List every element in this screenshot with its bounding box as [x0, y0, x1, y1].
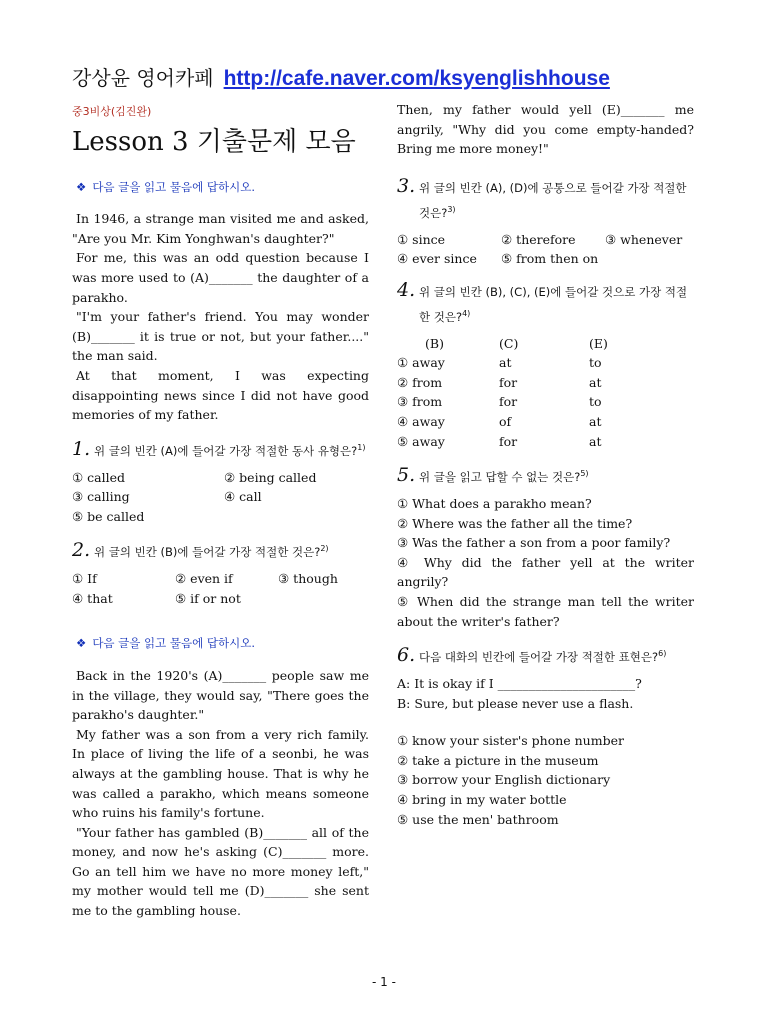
question-3-options [397, 230, 694, 269]
cafe-url-link[interactable]: http://cafe.naver.com/ksyenglishhouse [223, 67, 610, 90]
q5-option-1[interactable]: ① What does a parakho mean? [397, 496, 592, 512]
q1-option-4[interactable]: ④ call [224, 489, 262, 505]
diamond-bullet-icon: ❖ [76, 636, 87, 651]
q3-option-3[interactable]: ③ whenever [605, 231, 683, 247]
q6-option-2[interactable]: ② take a picture in the museum [397, 752, 599, 768]
diamond-bullet-icon: ❖ [76, 179, 87, 194]
q1-option-2[interactable]: ② being called [224, 469, 317, 485]
q6-option-4[interactable]: ④ bring in my water bottle [397, 791, 567, 807]
question-6-dialog [397, 674, 694, 713]
q4-option-2[interactable]: ② from for at [397, 374, 602, 390]
q2-option-1[interactable]: ① If [72, 571, 97, 587]
q6-option-5[interactable]: ⑤ use the men' bathroom [397, 811, 559, 827]
q4-col-c: (C) [499, 335, 519, 351]
question-5-text: 위 글을 읽고 답할 수 없는 것은?$^{5)}$ [419, 469, 589, 485]
question-6 [397, 643, 694, 668]
q3-option-5[interactable]: ⑤ from then on [501, 251, 599, 267]
question-5-number: 5. [397, 464, 416, 487]
question-1-text: 위 글의 빈칸 (A)에 들어갈 가장 적절한 동사 유형은?$^{1)}$ [94, 442, 366, 458]
right-column [397, 100, 694, 829]
q6-option-3[interactable]: ③ borrow your English dictionary [397, 772, 611, 788]
q2-option-3[interactable]: ③ though [278, 571, 338, 587]
question-4 [397, 278, 694, 328]
question-6-text: 다음 대화의 빈칸에 들어갈 가장 적절한 표현은?$^{6)}$ [419, 649, 667, 664]
cafe-brand: 강상윤 영어카페 [72, 66, 214, 90]
passage-1-para-2: For me, this was an odd question because I was more used to (A)_______ the daughter of a parakho. [72, 250, 369, 305]
question-2-options [72, 569, 369, 608]
question-4-text: 위 글의 빈칸 (B), (C), (E)에 들어갈 것으로 가장 적절한 것은?$^{4)}$ [419, 284, 688, 324]
q2-option-2[interactable]: ② even if [175, 571, 233, 587]
question-2 [72, 538, 369, 563]
q4-option-5[interactable]: ⑤ away for at [397, 433, 602, 449]
q6-dialog-a: A: It is okay if I ______________________? [397, 676, 642, 691]
q6-option-1[interactable]: ① know your sister's phone number [397, 733, 624, 749]
q6-dialog-b: B: Sure, but please never use a flash. [397, 695, 634, 711]
instruction-1: ❖ 다음 글을 읽고 물음에 답하시오. [76, 179, 256, 194]
passage-1 [72, 209, 369, 425]
left-column [72, 100, 369, 921]
question-1-number: 1. [72, 437, 91, 460]
question-4-number: 4. [397, 278, 416, 301]
q3-option-4[interactable]: ④ ever since [397, 251, 477, 267]
q1-option-5[interactable]: ⑤ be called [72, 508, 145, 524]
question-3 [397, 174, 694, 224]
question-1-options [72, 468, 369, 527]
question-6-number: 6. [397, 644, 416, 666]
q2-option-5[interactable]: ⑤ if or not [175, 590, 241, 606]
question-5 [397, 463, 694, 488]
q3-option-2[interactable]: ② therefore [501, 231, 576, 247]
q3-option-1[interactable]: ① since [397, 231, 446, 247]
question-3-number: 3. [397, 174, 416, 197]
passage-1-para-3: "I'm your father's friend. You may wonder (B)_______ it is true or not, but your father...." the man said. [72, 309, 369, 364]
q4-option-4[interactable]: ④ away of at [397, 414, 602, 429]
q2-option-4[interactable]: ④ that [72, 590, 113, 606]
question-3-text: 위 글의 빈칸 (A), (D)에 공통으로 들어갈 가장 적절한 것은?$^{3)}$ [419, 180, 687, 220]
question-1 [72, 437, 369, 462]
q4-col-e: (E) [589, 335, 608, 351]
course-label: 중3비상(김진완) [72, 105, 152, 118]
q4-option-1[interactable]: ① away at to [397, 355, 602, 371]
passage-2-para-3: "Your father has gambled (B)_______ all of the money, and now he's asking (C)_______ more. Go an tell him we have no more money left," my mother would tell me (D)_______ she sent me to the gambling house. [72, 824, 369, 919]
question-2-number: 2. [72, 539, 91, 562]
q5-option-5[interactable]: ⑤ When did the strange man tell the writer about the writer's father? [397, 593, 694, 629]
q1-option-3[interactable]: ③ calling [72, 489, 130, 505]
instruction-2: ❖ 다음 글을 읽고 물음에 답하시오. [76, 636, 256, 651]
lesson-title: Lesson 3 기출문제 모음 [72, 126, 356, 157]
q1-option-1[interactable]: ① called [72, 469, 126, 485]
q4-table-header [397, 334, 694, 354]
page-number: - 1 - [372, 975, 396, 989]
q4-col-b: (B) [425, 335, 444, 351]
passage-1-para-4: At that moment, I was expecting disappointing news since I did not have good memories of my father. [72, 367, 369, 423]
question-4-table [397, 334, 694, 452]
passage-2-para-4: Then, my father would yell (E)_______ me angrily, "Why did you come empty-handed? Bring me more money!" [397, 102, 694, 157]
page-header [72, 62, 610, 92]
passage-2-para-2: My father was a son from a very rich family. In place of living the life of a seonbi, he was always at the gambling house. That is why he was called a parakho, which means someone who ruins his family's fortune. [72, 726, 369, 821]
q5-option-4[interactable]: ④ Why did the father yell at the writer angrily? [397, 554, 694, 590]
passage-2 [72, 666, 369, 921]
q5-option-3[interactable]: ③ Was the father a son from a poor family? [397, 535, 671, 551]
question-5-options [397, 494, 694, 631]
q4-option-3[interactable]: ③ from for to [397, 394, 602, 410]
q5-option-2[interactable]: ② Where was the father all the time? [397, 515, 633, 531]
question-2-text: 위 글의 빈칸 (B)에 들어갈 가장 적절한 것은?$^{2)}$ [94, 544, 329, 560]
passage-2-continued [397, 100, 694, 159]
passage-1-para-1: In 1946, a strange man visited me and asked, "Are you Mr. Kim Yonghwan's daughter?" [72, 211, 369, 246]
question-6-options [397, 731, 694, 829]
passage-2-para-1: Back in the 1920's (A)_______ people saw me in the village, they would say, "There goes the parakho's daughter." [72, 667, 369, 723]
